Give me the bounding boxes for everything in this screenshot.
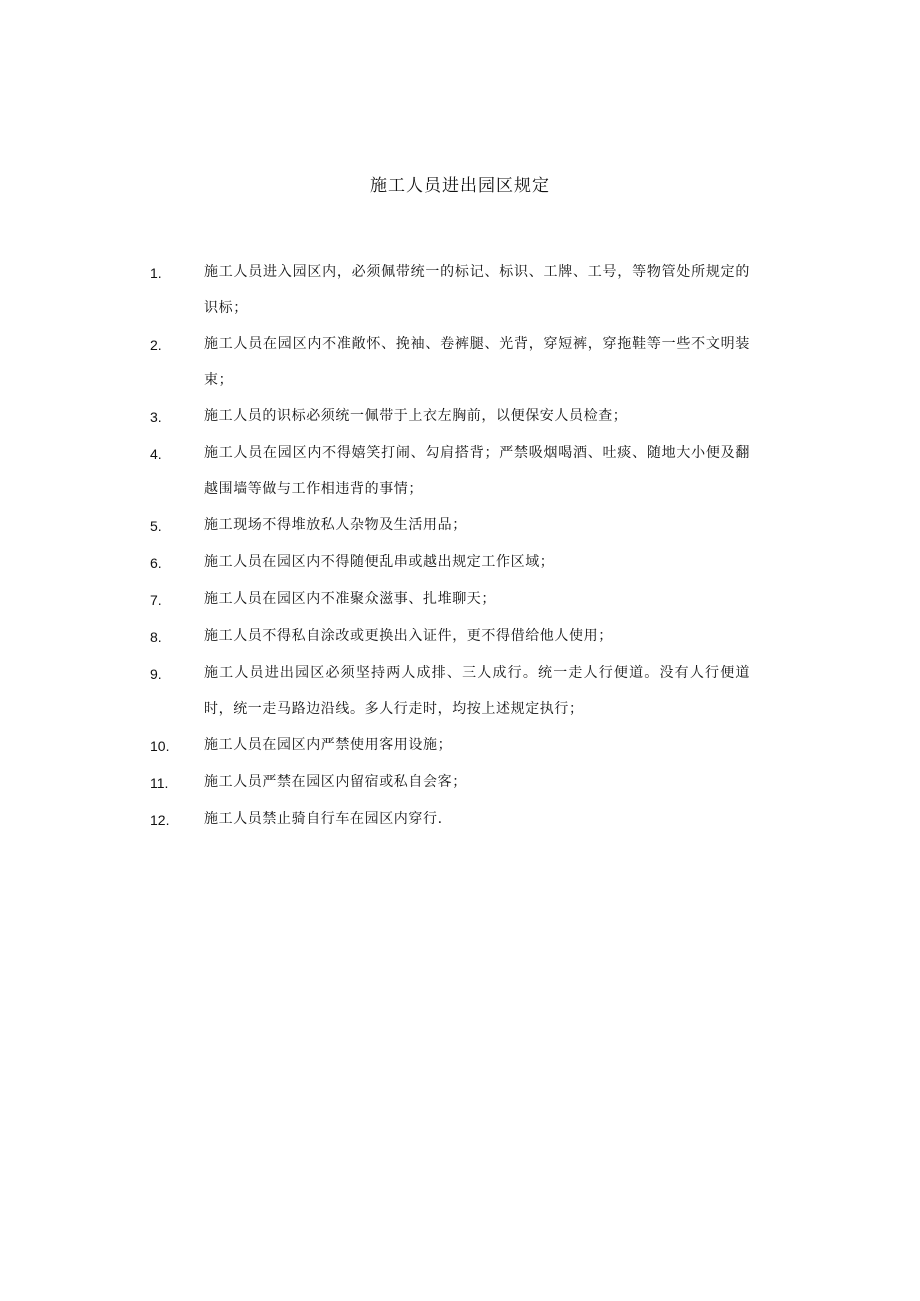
rule-text: 施工人员在园区内不准敞怀、挽袖、卷裤腿、光背，穿短裤，穿拖鞋等一些不文明装束；: [204, 336, 750, 388]
rule-text: 施工人员禁止骑自行车在园区内穿行.: [204, 811, 443, 827]
rule-text: 施工人员在园区内不得嬉笑打闹、勾肩搭背；严禁吸烟喝酒、吐痰、随地大小便及翻越围墙等做与工作相违背的事情；: [204, 445, 750, 497]
rule-number: 4.: [150, 446, 162, 462]
rule-text: 施工人员进入园区内，必须佩带统一的标记、标识、工牌、工号，等物管处所规定的识标；: [204, 264, 750, 316]
rule-text: 施工人员的识标必须统一佩带于上衣左胸前，以便保安人员检查；: [204, 408, 628, 424]
rule-item: [150, 544, 750, 581]
rule-text: 施工人员进出园区必须坚持两人成排、三人成行。统一走人行便道。没有人行便道时，统一走马路边沿线。多人行走时，均按上述规定执行；: [204, 665, 750, 717]
rule-number: 8.: [150, 629, 162, 645]
rule-number: 10.: [150, 738, 170, 754]
rule-number: 7.: [150, 592, 162, 608]
rule-number: 11.: [150, 775, 169, 791]
rule-item: [150, 398, 750, 435]
rule-text: 施工人员在园区内不得随便乱串或越出规定工作区域；: [204, 554, 555, 570]
rule-item: [150, 655, 750, 727]
rule-item: [150, 435, 750, 507]
rule-text: 施工人员在园区内严禁使用客用设施；: [204, 737, 453, 753]
rule-text: 施工人员不得私自涂改或更换出入证件，更不得借给他人使用；: [204, 628, 613, 644]
rule-item: [150, 618, 750, 655]
rule-item: [150, 254, 750, 326]
rule-number: 6.: [150, 555, 162, 571]
rule-number: 3.: [150, 409, 162, 425]
rule-text: 施工人员在园区内不准聚众滋事、扎堆聊天；: [204, 591, 496, 607]
document-title: 施工人员进出园区规定: [370, 176, 550, 196]
rule-item: [150, 801, 750, 838]
rule-number: 5.: [150, 518, 162, 534]
rule-number: 1.: [150, 265, 162, 281]
rule-text: 施工人员严禁在园区内留宿或私自会客；: [204, 774, 467, 790]
rule-item: [150, 581, 750, 618]
rule-number: 2.: [150, 337, 162, 353]
rule-item: [150, 764, 750, 801]
rule-item: [150, 727, 750, 764]
rule-number: 9.: [150, 666, 162, 682]
rule-number: 12.: [150, 812, 170, 828]
rule-item: [150, 326, 750, 398]
rule-text: 施工现场不得堆放私人杂物及生活用品；: [204, 517, 467, 533]
rules-list: [150, 254, 750, 838]
rule-item: [150, 507, 750, 544]
